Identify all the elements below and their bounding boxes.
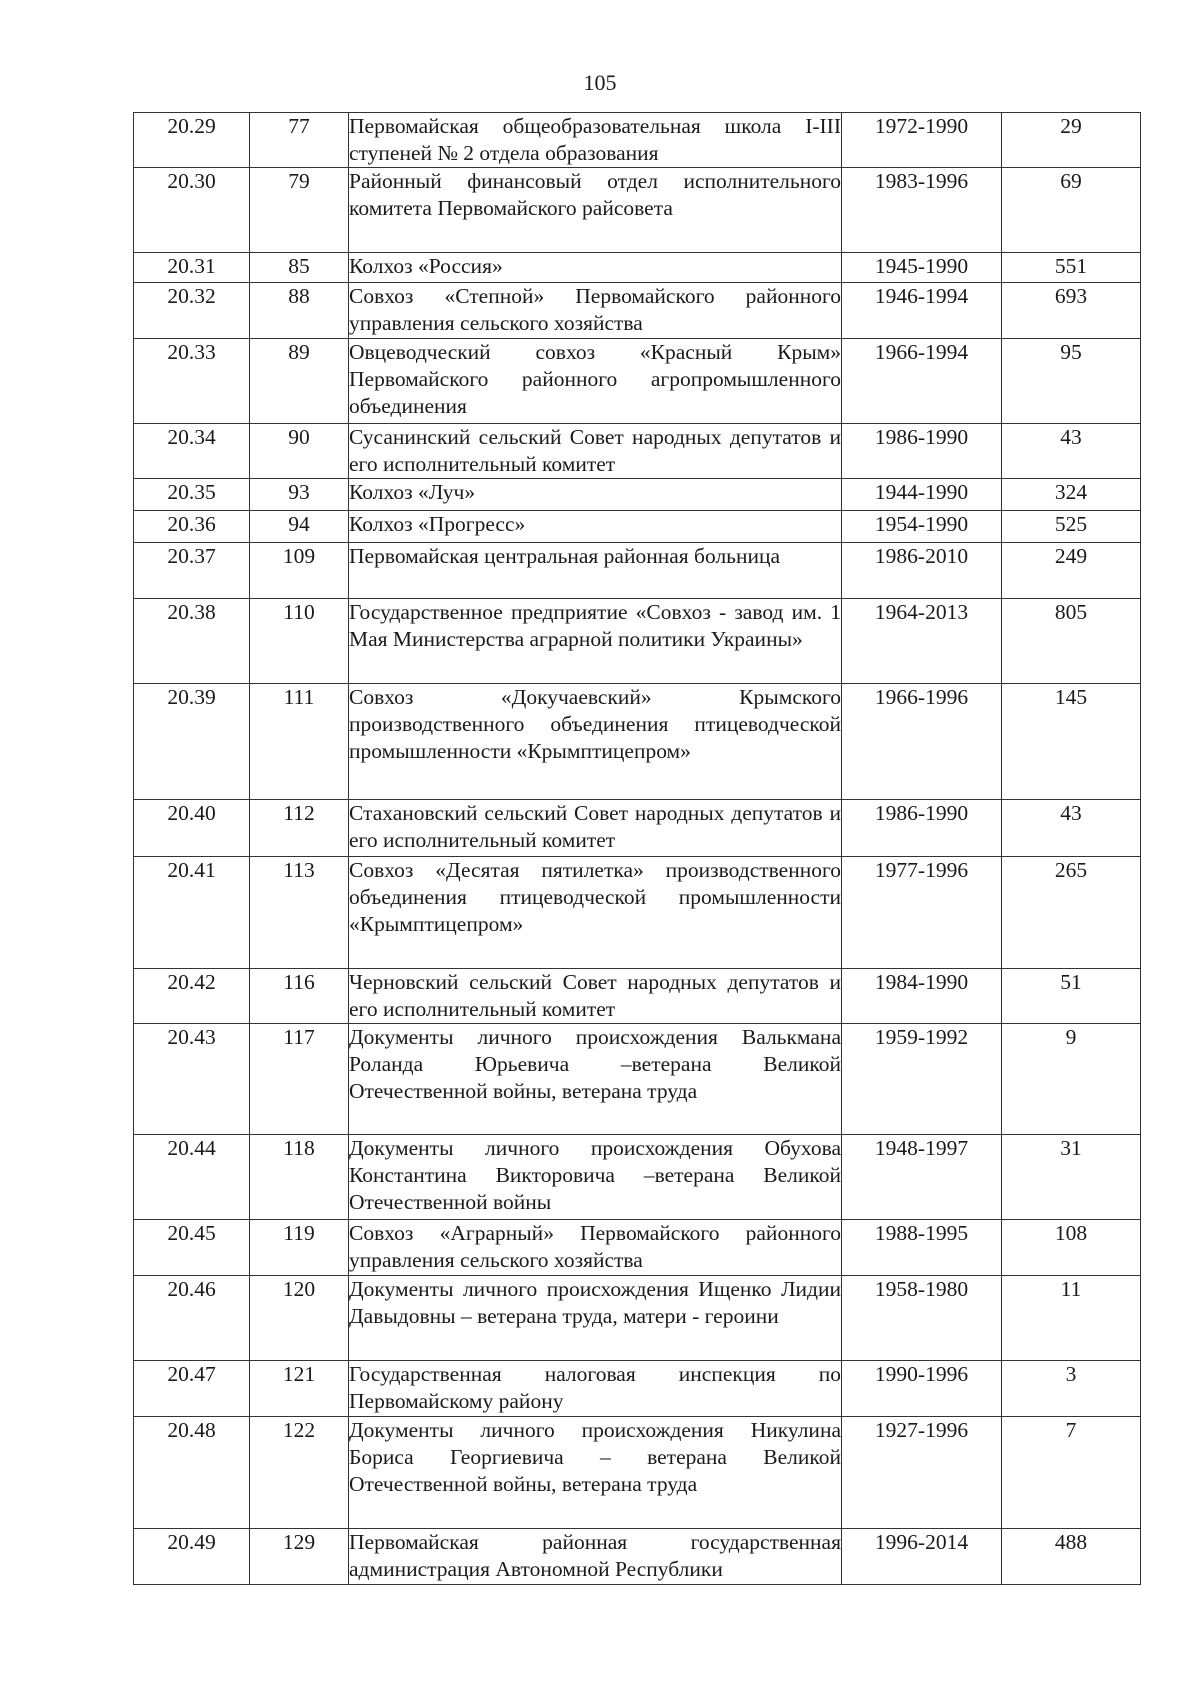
item-count-cell: 7 — [1002, 1417, 1141, 1529]
table-row — [134, 543, 1141, 599]
fund-number-cell: 88 — [250, 283, 349, 339]
item-count-cell: 145 — [1002, 684, 1141, 800]
section-number-cell: 20.31 — [134, 253, 250, 283]
date-range-cell: 1966-1994 — [842, 339, 1002, 424]
section-number-cell: 20.34 — [134, 424, 250, 479]
item-count-cell: 324 — [1002, 479, 1141, 511]
fund-number-cell: 111 — [250, 684, 349, 800]
date-range-cell: 1948-1997 — [842, 1135, 1002, 1220]
fund-number-cell: 89 — [250, 339, 349, 424]
section-number-cell: 20.33 — [134, 339, 250, 424]
table-row — [134, 511, 1141, 543]
table-row — [134, 424, 1141, 479]
item-count-cell: 108 — [1002, 1220, 1141, 1276]
fund-name-cell: Совхоз «Степной» Первомайского районного управления сельского хозяйства — [349, 283, 842, 339]
item-count-cell: 31 — [1002, 1135, 1141, 1220]
fund-number-cell: 117 — [250, 1024, 349, 1135]
date-range-cell: 1954-1990 — [842, 511, 1002, 543]
table-row — [134, 168, 1141, 253]
item-count-cell: 551 — [1002, 253, 1141, 283]
section-number-cell: 20.41 — [134, 857, 250, 969]
date-range-cell: 1927-1996 — [842, 1417, 1002, 1529]
item-count-cell: 43 — [1002, 424, 1141, 479]
fund-name-cell: Документы личного происхождения Валькмана Роланда Юрьевича –ветерана Великой Отечественной войны, ветерана труда — [349, 1024, 842, 1135]
fund-name-cell: Стахановский сельский Совет народных депутатов и его исполнительный комитет — [349, 800, 842, 857]
fund-number-cell: 94 — [250, 511, 349, 543]
fund-number-cell: 77 — [250, 113, 349, 168]
date-range-cell: 1946-1994 — [842, 283, 1002, 339]
section-number-cell: 20.35 — [134, 479, 250, 511]
section-number-cell: 20.47 — [134, 1361, 250, 1417]
table-row — [134, 479, 1141, 511]
fund-name-cell: Районный финансовый отдел исполнительного комитета Первомайского райсовета — [349, 168, 842, 253]
table-row — [134, 1276, 1141, 1361]
fund-name-cell: Сусанинский сельский Совет народных депутатов и его исполнительный комитет — [349, 424, 842, 479]
date-range-cell: 1945-1990 — [842, 253, 1002, 283]
date-range-cell: 1996-2014 — [842, 1529, 1002, 1585]
fund-number-cell: 116 — [250, 969, 349, 1024]
item-count-cell: 43 — [1002, 800, 1141, 857]
table-row — [134, 1417, 1141, 1529]
section-number-cell: 20.40 — [134, 800, 250, 857]
item-count-cell: 525 — [1002, 511, 1141, 543]
table-row — [134, 1529, 1141, 1585]
date-range-cell: 1986-2010 — [842, 543, 1002, 599]
date-range-cell: 1988-1995 — [842, 1220, 1002, 1276]
table-row — [134, 283, 1141, 339]
fund-number-cell: 119 — [250, 1220, 349, 1276]
fund-name-cell: Совхоз «Докучаевский» Крымского производственного объединения птицеводческой промышленности «Крымптицепром» — [349, 684, 842, 800]
section-number-cell: 20.42 — [134, 969, 250, 1024]
section-number-cell: 20.43 — [134, 1024, 250, 1135]
item-count-cell: 11 — [1002, 1276, 1141, 1361]
date-range-cell: 1964-2013 — [842, 599, 1002, 684]
fund-name-cell: Документы личного происхождения Ищенко Лидии Давыдовны – ветерана труда, матери - героини — [349, 1276, 842, 1361]
date-range-cell: 1966-1996 — [842, 684, 1002, 800]
date-range-cell: 1983-1996 — [842, 168, 1002, 253]
fund-number-cell: 110 — [250, 599, 349, 684]
section-number-cell: 20.44 — [134, 1135, 250, 1220]
section-number-cell: 20.48 — [134, 1417, 250, 1529]
fund-number-cell: 85 — [250, 253, 349, 283]
item-count-cell: 805 — [1002, 599, 1141, 684]
table-row — [134, 339, 1141, 424]
table-body — [134, 113, 1141, 1585]
section-number-cell: 20.30 — [134, 168, 250, 253]
section-number-cell: 20.49 — [134, 1529, 250, 1585]
fund-name-cell: Колхоз «Прогресс» — [349, 511, 842, 543]
fund-name-cell: Документы личного происхождения Никулина Бориса Георгиевича – ветерана Великой Отечественной войны, ветерана труда — [349, 1417, 842, 1529]
item-count-cell: 249 — [1002, 543, 1141, 599]
fund-name-cell: Совхоз «Десятая пятилетка» производственного объединения птицеводческой промышленности «Крымптицепром» — [349, 857, 842, 969]
date-range-cell: 1990-1996 — [842, 1361, 1002, 1417]
item-count-cell: 488 — [1002, 1529, 1141, 1585]
table-row — [134, 599, 1141, 684]
fund-number-cell: 93 — [250, 479, 349, 511]
item-count-cell: 69 — [1002, 168, 1141, 253]
section-number-cell: 20.39 — [134, 684, 250, 800]
table-row — [134, 800, 1141, 857]
fund-name-cell: Колхоз «Луч» — [349, 479, 842, 511]
section-number-cell: 20.46 — [134, 1276, 250, 1361]
fund-name-cell: Государственное предприятие «Совхоз - завод им. 1 Мая Министерства аграрной политики Украины» — [349, 599, 842, 684]
section-number-cell: 20.45 — [134, 1220, 250, 1276]
table-row — [134, 1135, 1141, 1220]
date-range-cell: 1944-1990 — [842, 479, 1002, 511]
table-row — [134, 1024, 1141, 1135]
fund-number-cell: 129 — [250, 1529, 349, 1585]
fund-name-cell: Первомайская общеобразовательная школа I-III ступеней № 2 отдела образования — [349, 113, 842, 168]
table-row — [134, 857, 1141, 969]
fund-name-cell: Первомайская центральная районная больница — [349, 543, 842, 599]
fund-number-cell: 79 — [250, 168, 349, 253]
fund-name-cell: Колхоз «Россия» — [349, 253, 842, 283]
table-row — [134, 253, 1141, 283]
item-count-cell: 51 — [1002, 969, 1141, 1024]
fund-number-cell: 109 — [250, 543, 349, 599]
fund-number-cell: 121 — [250, 1361, 349, 1417]
item-count-cell: 265 — [1002, 857, 1141, 969]
table-row — [134, 1220, 1141, 1276]
table-row — [134, 113, 1141, 168]
fund-name-cell: Документы личного происхождения Обухова Константина Викторовича –ветерана Великой Отечественной войны — [349, 1135, 842, 1220]
page-number: 105 — [583, 70, 617, 95]
table-row — [134, 1361, 1141, 1417]
section-number-cell: 20.29 — [134, 113, 250, 168]
section-number-cell: 20.36 — [134, 511, 250, 543]
item-count-cell: 3 — [1002, 1361, 1141, 1417]
fund-number-cell: 112 — [250, 800, 349, 857]
date-range-cell: 1958-1980 — [842, 1276, 1002, 1361]
date-range-cell: 1986-1990 — [842, 800, 1002, 857]
fund-name-cell: Черновский сельский Совет народных депутатов и его исполнительный комитет — [349, 969, 842, 1024]
date-range-cell: 1986-1990 — [842, 424, 1002, 479]
fund-number-cell: 120 — [250, 1276, 349, 1361]
item-count-cell: 693 — [1002, 283, 1141, 339]
section-number-cell: 20.38 — [134, 599, 250, 684]
fund-number-cell: 90 — [250, 424, 349, 479]
item-count-cell: 29 — [1002, 113, 1141, 168]
archive-fund-table — [133, 112, 1141, 1585]
fund-name-cell: Совхоз «Аграрный» Первомайского районного управления сельского хозяйства — [349, 1220, 842, 1276]
section-number-cell: 20.37 — [134, 543, 250, 599]
fund-number-cell: 122 — [250, 1417, 349, 1529]
fund-name-cell: Овцеводческий совхоз «Красный Крым» Первомайского районного агропромышленного объединения — [349, 339, 842, 424]
item-count-cell: 95 — [1002, 339, 1141, 424]
section-number-cell: 20.32 — [134, 283, 250, 339]
fund-number-cell: 118 — [250, 1135, 349, 1220]
date-range-cell: 1972-1990 — [842, 113, 1002, 168]
fund-name-cell: Государственная налоговая инспекция по Первомайскому району — [349, 1361, 842, 1417]
fund-number-cell: 113 — [250, 857, 349, 969]
date-range-cell: 1984-1990 — [842, 969, 1002, 1024]
table-row — [134, 969, 1141, 1024]
fund-name-cell: Первомайская районная государственная администрация Автономной Республики — [349, 1529, 842, 1585]
date-range-cell: 1977-1996 — [842, 857, 1002, 969]
date-range-cell: 1959-1992 — [842, 1024, 1002, 1135]
table-row — [134, 684, 1141, 800]
item-count-cell: 9 — [1002, 1024, 1141, 1135]
